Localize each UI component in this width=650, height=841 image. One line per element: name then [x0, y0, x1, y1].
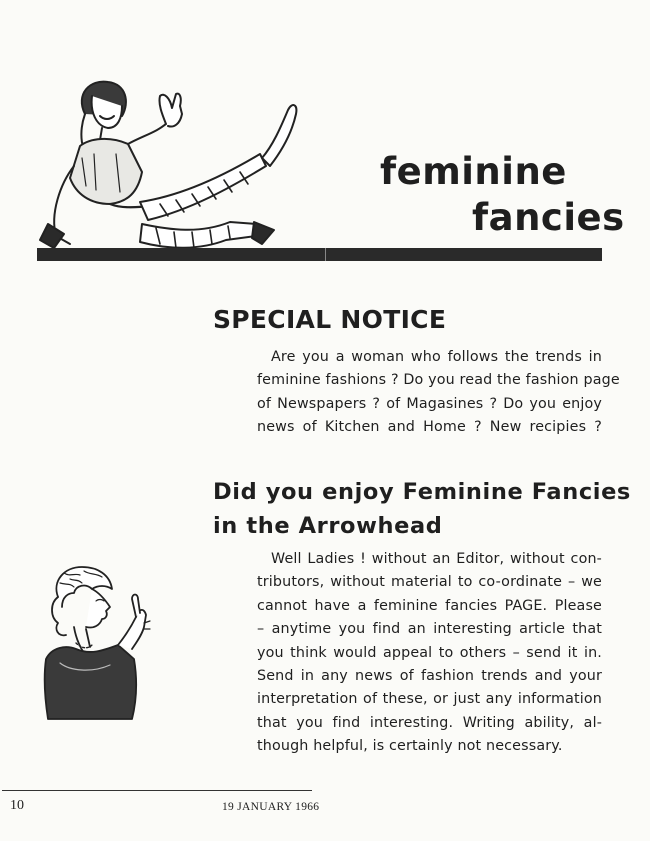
paragraph-line: of Newspapers ? of Magasines ? Do you enjoy — [257, 395, 602, 412]
special-notice-heading: SPECIAL NOTICE — [213, 305, 447, 334]
feminine-fancies-heading-line1: Did you enjoy Feminine Fancies — [213, 479, 631, 505]
feminine-fancies-heading-line2: in the Arrowhead — [213, 513, 443, 539]
paragraph-line: you think would appeal to others – send it in. — [257, 644, 602, 661]
woman-sitting-illustration — [30, 74, 315, 259]
page-title-line1: feminine — [380, 150, 567, 193]
page-title-line2: fancies — [472, 196, 625, 239]
paragraph-line: feminine fashions ? Do you read the fashion page — [257, 372, 620, 389]
page-number: 10 — [10, 798, 24, 813]
paragraph-line: – anytime you find an interesting article that — [257, 621, 602, 638]
issue-date: 19 JANUARY 1966 — [222, 801, 320, 813]
paragraph-line: Well Ladies ! without an Editor, without con- — [271, 551, 602, 567]
editor-request-paragraph — [257, 548, 602, 759]
paragraph-line: Send in any news of fashion trends and your — [257, 667, 602, 684]
paragraph-line: Are you a woman who follows the trends in — [271, 349, 602, 365]
paragraph-line: cannot have a feminine fancies PAGE. Please — [257, 597, 602, 614]
header-rule-bar — [37, 248, 602, 261]
paragraph-line: interpretation of these, or just any information — [257, 691, 602, 708]
footer-rule — [2, 790, 312, 791]
paragraph-line-last: though helpful, is certainly not necessary. — [257, 738, 563, 755]
paragraph-line: that you find interesting. Writing ability, al- — [257, 714, 602, 731]
paragraph-line: news of Kitchen and Home ? New recipies ? — [257, 419, 602, 436]
woman-thinking-illustration — [40, 563, 170, 723]
paragraph-line: tributors, without material to co-ordinate – we — [257, 574, 602, 591]
special-notice-paragraph — [257, 346, 620, 440]
